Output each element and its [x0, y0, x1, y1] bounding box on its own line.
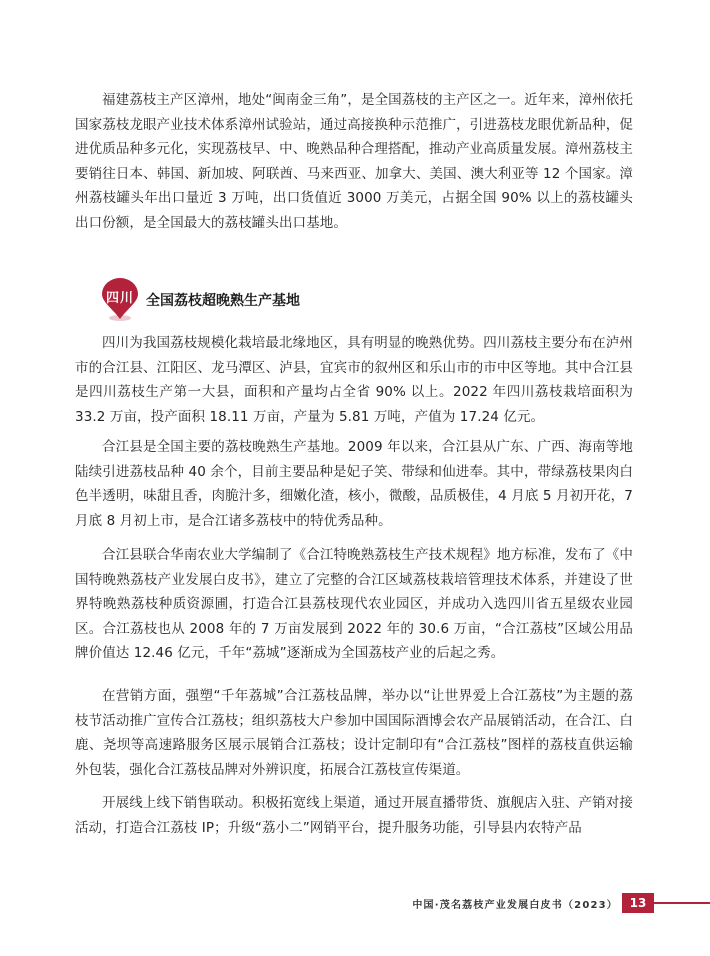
section-heading [100, 278, 420, 322]
paragraph-hejiang-varieties: 合江县是全国主要的荔枝晚熟生产基地。2009 年以来，合江县从广东、广西、海南等地陆续引进荔枝品种 40 余个，目前主要品种是妃子笑、带绿和仙进奉。其中，带绿荔枝果肉白色半透明，味甜且香，肉脆汁多，细嫩化渣，核小，微酸，品质极佳，4 月底 5 月初开花，7 月底 8 月初上市，是合江诸多荔枝中的特优秀品种。 [75, 439, 633, 529]
page-footer [350, 893, 710, 913]
section-title: 全国荔枝超晚熟生产基地 [146, 293, 300, 309]
footer-rule [654, 902, 710, 904]
footer-book-title: 中国·茂名荔枝产业发展白皮书（2023） [412, 900, 618, 911]
paragraph-marketing: 在营销方面，强塑“千年荔城”合江荔枝品牌，举办以“让世界爱上合江荔枝”为主题的荔枝节活动推广宣传合江荔枝；组织荔枝大户参加中国国际酒博会农产品展销活动，在合江、白鹿、尧坝等高速路服务区展示展销合江荔枝；设计定制印有“合江荔枝”图样的荔枝直供运输外包装，强化合江荔枝品牌对外辨识度，拓展合江荔枝宣传渠道。 [75, 688, 633, 778]
paragraph-online-sales: 开展线上线下销售联动。积极拓宽线上渠道，通过开展直播带货、旗舰店入驻、产销对接活动，打造合江荔枝 IP；升级“荔小二”网销平台，提升服务功能，引导县内农特产品 [75, 795, 633, 836]
paragraph-hejiang-standard: 合江县联合华南农业大学编制了《合江特晚熟荔枝生产技术规程》地方标准，发布了《中国特晚熟荔枝产业发展白皮书》，建立了完整的合江区域荔枝栽培管理技术体系，并建设了世界特晚熟荔枝种质资源圃，打造合江县荔枝现代农业园区，并成功入选四川省五星级农业园区。合江荔枝也从 2008 年的 7 万亩发展到 2022 年的 30.6 万亩，“合江荔枝”区域公用品牌价值达 12.46 亿元，千年“荔城”逐渐成为全国荔枝产业的后起之秀。 [75, 547, 633, 661]
page-number: 13 [622, 893, 654, 913]
paragraph-sichuan-intro: 四川为我国荔枝规模化栽培最北缘地区，具有明显的晚熟优势。四川荔枝主要分布在泸州市的合江县、江阳区、龙马潭区、泸县，宜宾市的叙州区和乐山市的市中区等地。其中合江县是四川荔枝生产第一大县，面积和产量均占全省 90% 以上。2022 年四川荔枝栽培面积为 33.2 万亩，投产面积 18.11 万亩，产量为 5.81 万吨，产值为 17.24 亿元。 [75, 335, 633, 425]
paragraph-zhangzhou: 福建荔枝主产区漳州，地处“闽南金三角”，是全国荔枝的主产区之一。近年来，漳州依托国家荔枝龙眼产业技术体系漳州试验站，通过高接换种示范推广，引进荔枝龙眼优新品种，促进优质品种多元化，实现荔枝早、中、晚熟品种合理搭配，推动产业高质量发展。漳州荔枝主要销往日本、韩国、新加坡、阿联酋、马来西亚、加拿大、美国、澳大利亚等 12 个国家。漳州荔枝罐头年出口量近 3 万吨，出口货值近 3000 万美元，占据全国 90% 以上的荔枝罐头出口份额，是全国最大的荔枝罐头出口基地。 [75, 92, 633, 231]
section-badge: 四川 [105, 291, 134, 306]
